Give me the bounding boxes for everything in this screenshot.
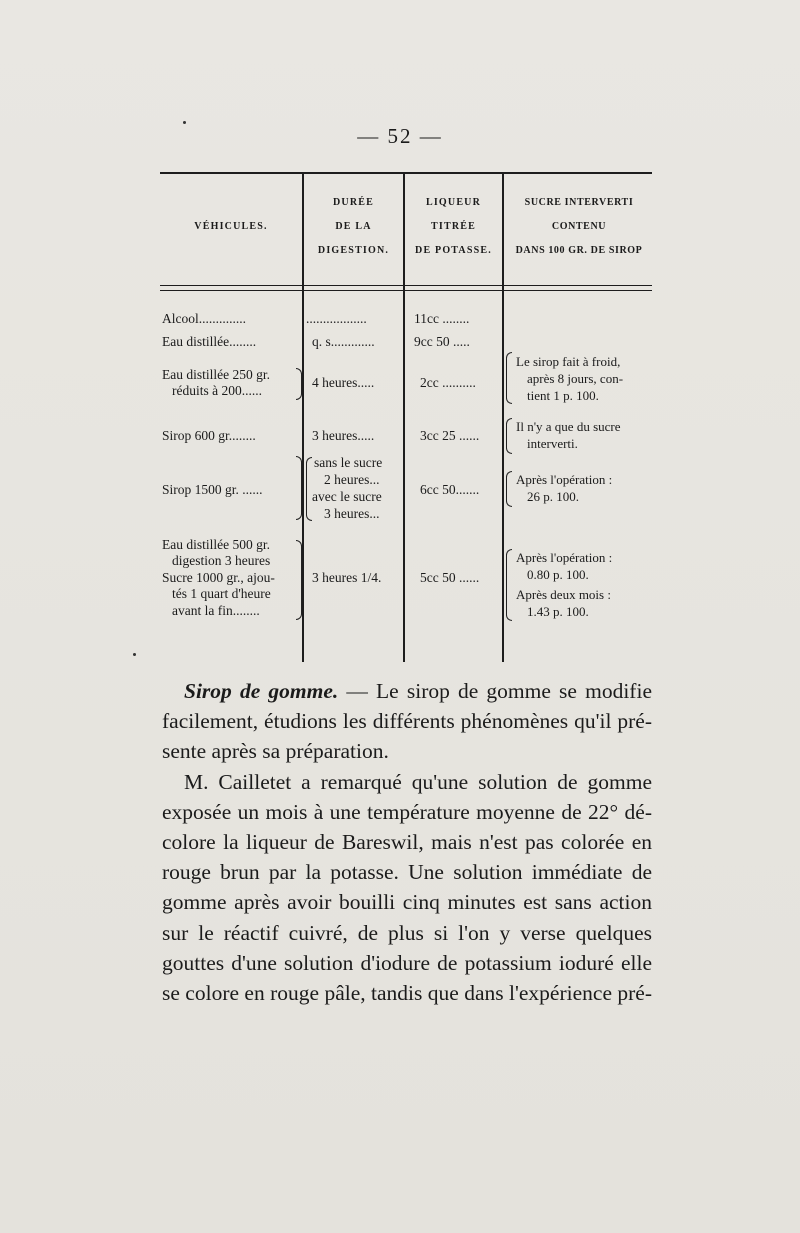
brace <box>306 457 312 521</box>
brace <box>296 368 302 400</box>
brace <box>296 540 302 620</box>
table-top-rule <box>160 172 652 174</box>
row-note-2b: interverti. <box>527 436 578 451</box>
row-sirop600-duree: 3 heures..... <box>312 428 375 443</box>
brace <box>506 471 512 507</box>
paragraph-line: M. Cailletet a remarqué qu'une solution de gomme <box>184 769 652 794</box>
row-sirop600-liqueur: 3cc 25 ...... <box>420 428 480 443</box>
paragraph-line: sur le réactif cuivré, de plus si l'on y verse quelques <box>162 920 652 945</box>
row-eau500-vehicle-2: digestion 3 heures <box>172 553 271 568</box>
row-sirop1500-liqueur: 6cc 50....... <box>420 482 480 497</box>
row-sirop1500-duree-1: sans le sucre <box>314 455 383 470</box>
row-sirop1500-vehicle: Sirop 1500 gr. ...... <box>162 482 263 497</box>
header-duree: DURÉE DE LA DIGESTION. <box>317 197 390 256</box>
paragraph-line: se colore en rouge pâle, tandis que dans l'expérience pré- <box>162 980 652 1005</box>
row-eau-duree: q. s............. <box>312 334 375 349</box>
row-sirop1500-duree-4: 3 heures... <box>324 506 380 521</box>
paragraph-line: gomme après avoir bouilli cinq minutes est sans action <box>162 890 652 915</box>
row-eau-liqueur: 9cc 50 ..... <box>414 334 470 349</box>
row-note-1c: tient 1 p. 100. <box>527 388 599 403</box>
section-title: Sirop de gomme. <box>184 679 339 703</box>
brace <box>296 456 302 520</box>
page-number: — 52 — <box>357 124 443 148</box>
row-eau500-vehicle-5: avant la fin........ <box>172 603 260 618</box>
row-eau500-duree: 3 heures 1/4. <box>312 570 382 585</box>
row-note-4b: 0.80 p. 100. <box>527 567 589 582</box>
row-note-4c: Après deux mois : <box>516 587 611 602</box>
row-alcool-liqueur: 11cc ........ <box>414 311 470 326</box>
row-alcool-duree: .................. <box>306 311 367 326</box>
row-note-2a: Il n'y a que du sucre <box>516 419 621 434</box>
row-sirop600-vehicle: Sirop 600 gr........ <box>162 428 256 443</box>
paragraph-line: colore la liqueur de Bareswil, mais n'est pas colorée en <box>162 829 652 854</box>
brace <box>506 549 512 621</box>
brace <box>506 418 512 454</box>
paragraph-line: Sirop de gomme. — Le sirop de gomme se modifie <box>184 679 652 703</box>
row-note-1a: Le sirop fait à froid, <box>516 354 621 369</box>
paragraph-line: exposée un mois à une température moyenne de 22° dé- <box>162 799 652 824</box>
row-eau500-vehicle-3: Sucre 1000 gr., ajou- <box>162 570 275 585</box>
row-eau500-liqueur: 5cc 50 ...... <box>420 570 480 585</box>
paragraph-line: rouge brun par la potasse. Une solution immédiate de <box>162 860 652 885</box>
brace <box>506 352 512 404</box>
row-note-4d: 1.43 p. 100. <box>527 604 589 619</box>
row-note-3b: 26 p. 100. <box>527 489 579 504</box>
row-note-3a: Après l'opération : <box>516 472 613 487</box>
row-sirop1500-duree-2: 2 heures... <box>324 472 380 487</box>
header-liqueur: LIQUEUR TITRÉE DE POTASSE. <box>415 197 492 256</box>
speck <box>133 653 136 656</box>
row-eau250-liqueur: 2cc .......... <box>420 375 476 390</box>
row-eau500-vehicle: Eau distillée 500 gr. <box>162 537 270 552</box>
row-sirop1500-duree-3: avec le sucre <box>312 489 382 504</box>
header-rule-1 <box>160 285 652 286</box>
row-note-1b: après 8 jours, con- <box>527 371 624 386</box>
row-eau250-vehicle-2: réduits à 200...... <box>172 383 262 398</box>
row-eau-vehicle: Eau distillée........ <box>162 334 257 349</box>
row-alcool-vehicle: Alcool.............. <box>162 311 246 326</box>
row-eau500-vehicle-4: tés 1 quart d'heure <box>172 586 271 601</box>
row-note-4a: Après l'opération : <box>516 550 613 565</box>
paragraph-line: sente après sa préparation. <box>162 739 389 764</box>
paragraph-line: gouttes d'une solution d'iodure de potassium ioduré elle <box>162 950 652 975</box>
header-rule-2 <box>160 290 652 291</box>
row-eau250-vehicle: Eau distillée 250 gr. <box>162 367 270 382</box>
paragraph-line: facilement, étudions les différents phénomènes qu'il pré- <box>162 709 652 734</box>
header-vehicules: VÉHICULES. <box>194 221 268 232</box>
body-text <box>162 676 652 1008</box>
header-sucre: SUCRE INTERVERTI CONTENU DANS 100 GR. DE SIROP <box>515 197 643 256</box>
row-eau250-duree: 4 heures..... <box>312 375 375 390</box>
